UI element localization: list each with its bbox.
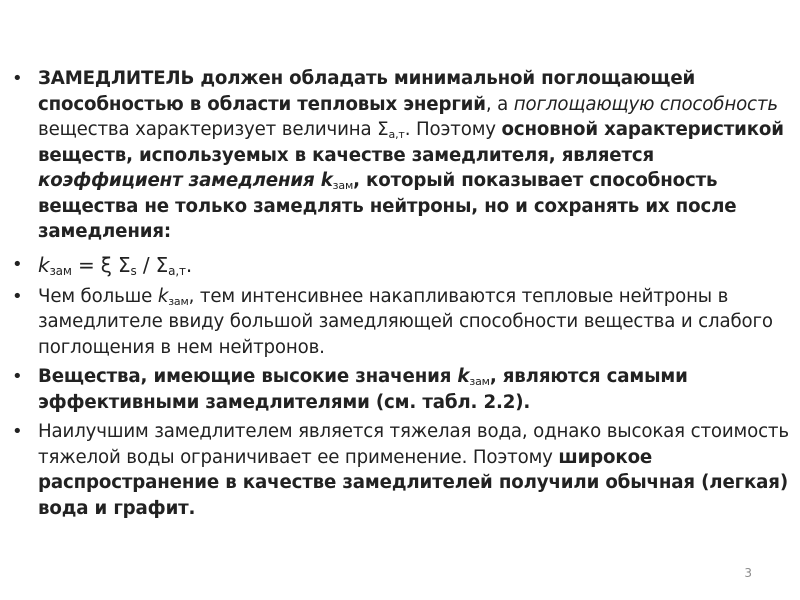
bullet-marker: • bbox=[12, 285, 23, 307]
text-normal: / Σ bbox=[136, 252, 169, 277]
subscript: зам bbox=[469, 375, 490, 388]
text-bold: широкое распространение в качестве замедлителей получили обычная (легкая) вода и графит. bbox=[38, 446, 788, 519]
subscript: s bbox=[130, 263, 137, 278]
subscript: а,т bbox=[388, 128, 405, 141]
text-italic: поглощающую способность bbox=[513, 93, 778, 115]
text-normal: Наилучшим замедлителем является тяжелая вода, однако высокая стоимость тяжелой воды ограничивает ее применение. Поэтому bbox=[38, 421, 789, 468]
subscript: зам bbox=[168, 294, 189, 308]
bullet-item-heavy-water bbox=[10, 419, 792, 521]
text-normal: Чем больше bbox=[38, 285, 158, 307]
text-bold-italic: коэффициент замедления k bbox=[38, 170, 333, 191]
text-bold: основной характеристикой веществ, используемых в качестве замедлителя, является bbox=[38, 119, 784, 166]
text-bold-italic: k bbox=[457, 366, 470, 387]
bullet-marker: • bbox=[12, 421, 23, 442]
subscript: зам bbox=[332, 179, 354, 192]
text-bold: Вещества, имеющие высокие значения bbox=[38, 366, 458, 387]
subscript: а,т bbox=[168, 263, 186, 278]
text-normal: = ξ Σ bbox=[71, 252, 131, 277]
text-bold: , являются самыми эффективными замедлителями (см. табл. 2.2). bbox=[38, 366, 688, 413]
bullet-item-moderator-definition bbox=[10, 66, 792, 245]
text-normal: . bbox=[185, 252, 193, 277]
bullet-item-formula bbox=[10, 249, 792, 281]
text-normal: . Поэтому bbox=[404, 119, 502, 140]
text-normal: , тем интенсивнее накапливаются тепловые нейтроны в замедлителе ввиду большой замедляющей способности вещества и слабого поглощения в нем нейтронов. bbox=[38, 285, 773, 358]
text-bold: ЗАМЕДЛИТЕЛЬ должен обладать минимальной поглощающей способностью в области тепловых энергий bbox=[38, 68, 696, 115]
text-bold: , который показывает способность вещества не только замедлять нейтроны, но и сохранять их после замедления: bbox=[38, 170, 737, 242]
bullet-item-accumulation bbox=[10, 284, 792, 361]
bullet-marker: • bbox=[12, 253, 23, 275]
page-number: 3 bbox=[744, 566, 752, 580]
text-normal: , а bbox=[485, 93, 514, 115]
bullet-marker: • bbox=[12, 366, 23, 387]
bullet-marker: • bbox=[12, 68, 23, 89]
subscript: зам bbox=[49, 263, 72, 278]
bullet-item-effective-moderators bbox=[10, 364, 792, 415]
text-italic: k bbox=[157, 285, 169, 307]
text-italic: k bbox=[38, 252, 50, 277]
bullet-list bbox=[10, 66, 792, 521]
text-normal: вещества характеризует величина Σ bbox=[38, 119, 389, 140]
